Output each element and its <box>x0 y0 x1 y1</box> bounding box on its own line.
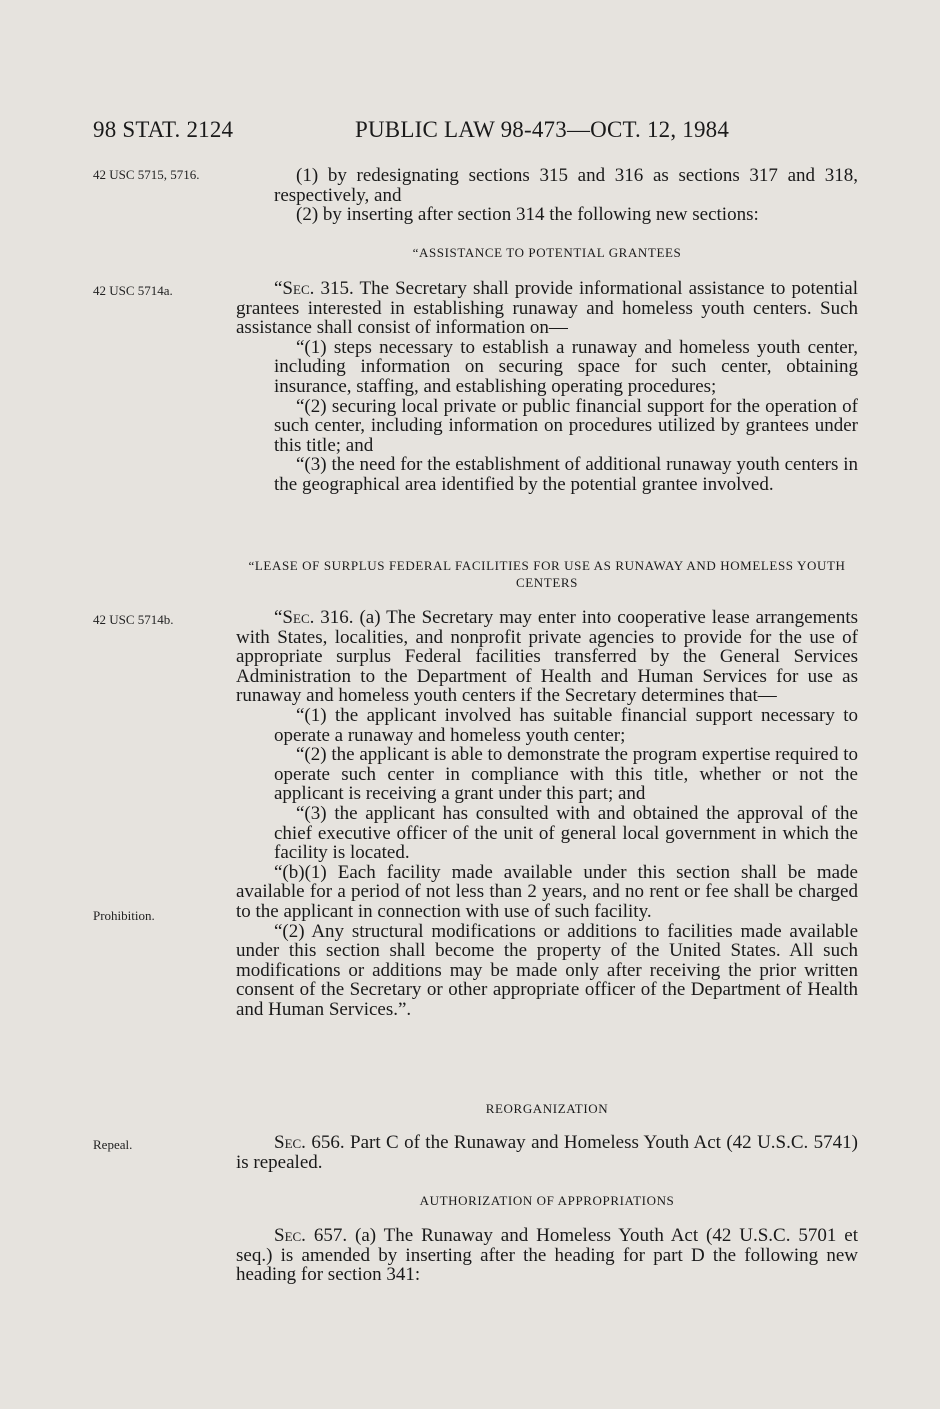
section-315-item-3: “(3) the need for the establishment of additional runaway youth centers in the geographical area identified by the potential grantee involved. <box>274 454 858 495</box>
section-656-body: Part C of the Runaway and Homeless Youth Act (42 U.S.C. 5741) is repealed. <box>236 1132 859 1173</box>
section-316-label: “Sec. 316. <box>274 607 354 628</box>
section-657-body: (a) The Runaway and Homeless Youth Act (42 U.S.C. 5701 et seq.) is amended by inserting after the heading for part D the following new heading for section 341: <box>236 1225 858 1286</box>
section-316-b1: “(b)(1) Each facility made available under this section shall be made available for a period of not less than 2 years, and no rent or fee shall be charged to the applicant in connection with use of such facility. <box>236 861 858 922</box>
heading-lease: “LEASE OF SURPLUS FEDERAL FACILITIES FOR USE AS RUNAWAY AND HOMELESS YOUTH CENTERS <box>248 558 846 590</box>
section-656 <box>236 1133 858 1172</box>
section-316-item-2: “(2) the applicant is able to demonstrate the program expertise required to operate such center in compliance with this title, whether or not the applicant is receiving a grant under this part; and <box>274 744 858 805</box>
section-656-label: Sec. 656. <box>274 1132 345 1153</box>
section-315 <box>236 279 858 495</box>
intro-item-2: (2) by inserting after section 314 the following new sections: <box>296 204 759 226</box>
section-657 <box>236 1226 858 1285</box>
section-315-item-1: “(1) steps necessary to establish a runaway and homeless youth center, including information on securing space for such center, obtaining insurance, staffing, and establishing operating procedures; <box>274 336 858 397</box>
intro-item-1: (1) by redesignating sections 315 and 316 as sections 317 and 318, respectively, and <box>274 165 858 206</box>
margin-note-prohibition: Prohibition. <box>93 908 155 923</box>
section-657-label: Sec. 657. <box>274 1225 348 1246</box>
section-316-body-a: (a) The Secretary may enter into cooperative lease arrangements with States, localities, and nonprofit private agencies to provide for the use of appropriate surplus Federal facilities transferred by the General Services Administration to the Department of Health and Human Services for use as runaway and homeless youth centers if the Secretary determines that— <box>236 607 858 707</box>
heading-authorization: AUTHORIZATION OF APPROPRIATIONS <box>419 1193 675 1208</box>
statute-page-number: 98 STAT. 2124 <box>93 117 234 142</box>
section-316-item-1: “(1) the applicant involved has suitable financial support necessary to operate a runaway and homeless youth center; <box>274 704 858 746</box>
section-316 <box>236 608 858 1019</box>
section-315-label: “Sec. 315. <box>274 278 354 299</box>
section-316-b2: “(2) Any structural modifications or additions to facilities made available under this section shall become the property of the United States. All such modifications or additions may be made only after receiving the prior written consent of the Secretary or other appropriate officer of the Department of Health and Human Services.”. <box>236 920 858 1020</box>
intro-block <box>236 166 858 225</box>
section-316-item-3: “(3) the applicant has consulted with and obtained the approval of the chief executive officer of the unit of general local government in which the facility is located. <box>274 802 858 864</box>
heading-reorganization: REORGANIZATION <box>485 1101 609 1116</box>
section-315-body: The Secretary shall provide informational assistance to potential grantees interested in establishing runaway and homeless youth centers. Such assistance shall consist of information on— <box>236 278 858 339</box>
margin-note-usc-5714a: 42 USC 5714a. <box>93 283 173 298</box>
section-315-item-2: “(2) securing local private or public financial support for the operation of such center, including information on procedures utilized by grantees under this title; and <box>274 395 858 456</box>
heading-assistance: “ASSISTANCE TO POTENTIAL GRANTEES <box>412 245 682 260</box>
margin-note-usc-5715: 42 USC 5715, 5716. <box>93 167 200 182</box>
public-law-title: PUBLIC LAW 98-473—OCT. 12, 1984 <box>355 117 730 142</box>
margin-note-usc-5714b: 42 USC 5714b. <box>93 612 174 627</box>
margin-note-repeal: Repeal. <box>93 1137 133 1152</box>
